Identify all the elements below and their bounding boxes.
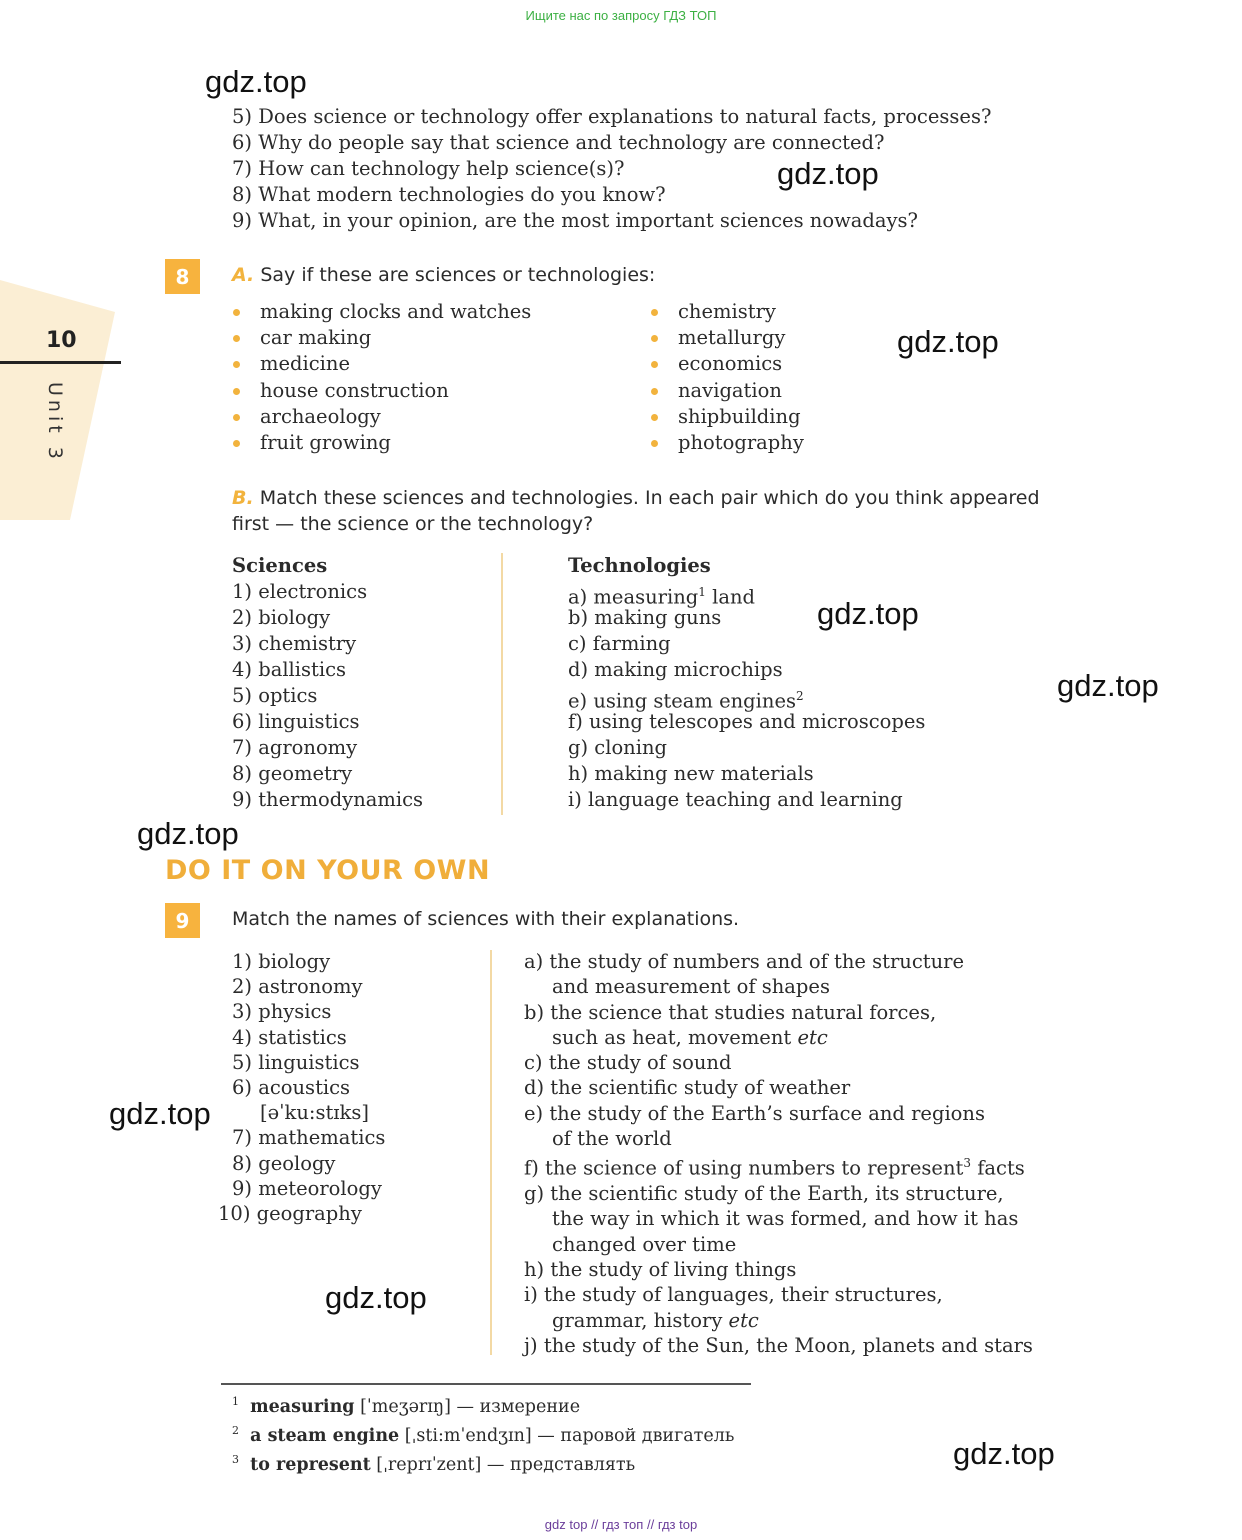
- technology-item: f) using telescopes and microscopes: [568, 710, 926, 733]
- watermark: gdz.top: [137, 816, 239, 851]
- footnote-1: [232, 1390, 734, 1419]
- explanation-g-cont: changed over time: [552, 1232, 737, 1256]
- exercise-9-number: 9: [165, 903, 200, 938]
- list-item: medicine: [232, 351, 531, 377]
- list-item: car making: [232, 325, 531, 351]
- ex9-science-item: 8) geology: [232, 1151, 336, 1175]
- science-item: 1) electronics: [232, 580, 368, 603]
- technology-item: d) making microchips: [568, 658, 783, 681]
- ex9-science-item: 7) mathematics: [232, 1126, 386, 1150]
- question-5: 5) Does science or technology offer explanations to natural facts, processes?: [232, 105, 992, 128]
- science-item: 8) geometry: [232, 762, 353, 785]
- footnote-3: [232, 1448, 734, 1477]
- list-item: economics: [650, 351, 804, 377]
- explanations-column: [524, 949, 1033, 1358]
- footnotes: [232, 1390, 734, 1476]
- list-item: making clocks and watches: [232, 299, 531, 325]
- explanation-a-cont: and measurement of shapes: [552, 975, 830, 999]
- footnote-ref: 2: [796, 689, 804, 703]
- footnote-translation: измерение: [479, 1396, 581, 1417]
- section-title: DO IT ON YOUR OWN: [165, 855, 491, 886]
- ex9-science-item: 6) acoustics: [232, 1076, 351, 1100]
- explanation-a: a) the study of numbers and of the structure: [524, 950, 965, 973]
- explanation-b: b) the science that studies natural forces,: [524, 1000, 937, 1024]
- footnote-term: to represent: [250, 1454, 371, 1475]
- footer-links: [0, 1517, 1242, 1532]
- list-item: navigation: [650, 378, 804, 404]
- watermark: gdz.top: [109, 1096, 211, 1131]
- footnote-number: 2: [232, 1423, 239, 1437]
- page-number: 10: [46, 328, 77, 353]
- explanation-f-text: f) the science of using numbers to represent: [524, 1156, 964, 1180]
- part-b-letter: B.: [232, 487, 254, 509]
- footnote-number: 1: [232, 1395, 239, 1408]
- footer-separator: //: [591, 1517, 599, 1532]
- footnote-translation: паровой двигатель: [560, 1425, 735, 1446]
- explanation-h: h) the study of living things: [524, 1258, 797, 1282]
- footnote-pronunciation: [ˈmeʒərɪŋ] —: [354, 1396, 480, 1417]
- question-9: 9) What, in your opinion, are the most important sciences nowadays?: [232, 209, 919, 232]
- ex9-science-item: 2) astronomy: [232, 975, 363, 999]
- watermark: gdz.top: [325, 1280, 427, 1315]
- explanation-b-text: such as heat, movement: [552, 1025, 798, 1049]
- column-divider: [490, 950, 492, 1355]
- footnote-term: a steam engine: [250, 1425, 400, 1446]
- explanation-c: c) the study of sound: [524, 1051, 732, 1075]
- watermark: gdz.top: [817, 596, 919, 631]
- footnote-translation: представлять: [509, 1454, 636, 1475]
- watermark: gdz.top: [897, 324, 999, 359]
- footer-separator: //: [646, 1517, 655, 1532]
- ex9-science-item: 10) geography: [218, 1202, 362, 1226]
- part-a-letter: A.: [232, 264, 255, 286]
- technology-a-text-end: land: [705, 585, 756, 609]
- watermark: gdz.top: [953, 1436, 1055, 1471]
- explanation-j: j) the study of the Sun, the Moon, planets and stars: [524, 1333, 1033, 1357]
- footnote-pronunciation: [ˌsti:mˈendʒɪn] —: [399, 1425, 561, 1446]
- footnote-rule: [221, 1383, 751, 1385]
- ex9-science-item: 4) statistics: [232, 1025, 347, 1049]
- footnote-2: [232, 1419, 734, 1448]
- watermark: gdz.top: [205, 64, 307, 99]
- explanation-i-text: grammar, history: [552, 1308, 729, 1332]
- explanation-f-text-end: facts: [971, 1156, 1025, 1180]
- ex9-science-item: 1) biology: [232, 950, 331, 973]
- etc-italic: etc: [797, 1025, 828, 1049]
- footnote-pronunciation: [ˌreprɪˈzent] —: [370, 1454, 510, 1475]
- ex9-sciences-column: [218, 949, 386, 1226]
- watermark: gdz.top: [1057, 668, 1159, 703]
- science-item: 2) biology: [232, 606, 331, 629]
- list-item: fruit growing: [232, 430, 531, 456]
- list-right: [650, 299, 804, 456]
- explanation-g: g) the scientific study of the Earth, its structure,: [524, 1182, 1004, 1206]
- acoustics-transcription: [əˈku:stɪks]: [260, 1101, 369, 1125]
- footnote-term: measuring: [250, 1396, 355, 1417]
- question-6: 6) Why do people say that science and technology are connected?: [232, 131, 885, 154]
- science-item: 7) agronomy: [232, 736, 358, 759]
- technology-a-text: a) measuring: [568, 585, 699, 609]
- ex9-science-item: 3) physics: [232, 1000, 332, 1024]
- footnote-ref: 3: [963, 1156, 971, 1171]
- technology-item: b) making guns: [568, 606, 722, 629]
- footer-link[interactable]: gdz top: [544, 1517, 588, 1532]
- list-item: archaeology: [232, 404, 531, 430]
- technology-e-text: e) using steam engines: [568, 689, 797, 713]
- list-item: photography: [650, 430, 804, 456]
- page-number-rule: [0, 361, 121, 364]
- explanation-g-cont: the way in which it was formed, and how it has: [552, 1207, 1019, 1231]
- explanation-i: i) the study of languages, their structures,: [524, 1283, 943, 1307]
- science-item: 4) ballistics: [232, 658, 347, 681]
- technology-item: h) making new materials: [568, 762, 814, 785]
- column-divider: [501, 553, 503, 815]
- sciences-header: Sciences: [232, 554, 328, 577]
- science-item: 5) optics: [232, 684, 318, 707]
- sciences-column: [232, 553, 423, 813]
- list-item: chemistry: [650, 299, 804, 325]
- exercise-8b-instruction: [232, 485, 1040, 537]
- footnote-ref: 1: [698, 585, 706, 599]
- unit-label: Unit 3: [44, 382, 66, 463]
- technology-item: c) farming: [568, 632, 671, 655]
- part-a-text: Say if these are sciences or technologies:: [260, 264, 656, 286]
- explanation-i-cont: [524, 1308, 1033, 1333]
- part-b-line1: Match these sciences and technologies. In each pair which do you think appeared: [259, 487, 1040, 509]
- footnote-number: 3: [232, 1452, 239, 1466]
- exercise-8a-instruction: [232, 264, 655, 286]
- explanation-e: e) the study of the Earth’s surface and regions: [524, 1101, 985, 1125]
- exercise-9-instruction: Match the names of sciences with their explanations.: [232, 908, 740, 930]
- question-7: 7) How can technology help science(s)?: [232, 157, 625, 180]
- etc-italic: etc: [728, 1308, 759, 1332]
- ex9-science-item: 9) meteorology: [232, 1176, 382, 1200]
- explanation-d: d) the scientific study of weather: [524, 1076, 851, 1100]
- exercise-8-number: 8: [165, 259, 200, 294]
- watermark: gdz.top: [777, 156, 879, 191]
- technology-item: [568, 683, 925, 713]
- footer-link[interactable]: гдз top: [657, 1517, 698, 1532]
- explanation-f: [524, 1151, 1033, 1181]
- list-item: metallurgy: [650, 325, 804, 351]
- technologies-column: [568, 553, 925, 813]
- list-item: house construction: [232, 378, 531, 404]
- question-8: 8) What modern technologies do you know?: [232, 183, 666, 206]
- list-item: shipbuilding: [650, 404, 804, 430]
- ex9-science-item: 5) linguistics: [232, 1050, 360, 1074]
- footer-link[interactable]: гдз топ: [601, 1517, 644, 1532]
- technology-item: g) cloning: [568, 736, 668, 759]
- explanation-e-cont: of the world: [552, 1127, 672, 1151]
- top-banner: Ищите нас по запросу ГДЗ ТОП: [525, 8, 717, 23]
- part-b-line2: first — the science or the technology?: [232, 513, 594, 535]
- list-left: [232, 299, 531, 456]
- science-item: 6) linguistics: [232, 710, 360, 733]
- technologies-header: Technologies: [568, 554, 711, 577]
- science-item: 3) chemistry: [232, 632, 357, 655]
- science-item: 9) thermodynamics: [232, 788, 424, 811]
- explanation-b-cont: [524, 1025, 1033, 1050]
- technology-item: i) language teaching and learning: [568, 788, 903, 811]
